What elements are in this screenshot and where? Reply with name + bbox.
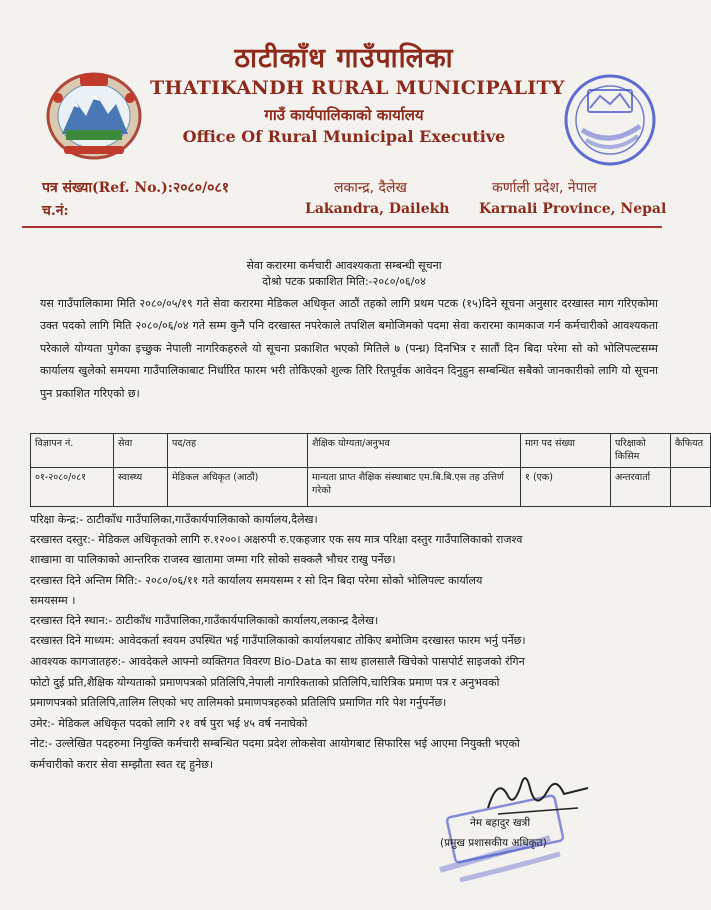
exam-center: परिक्षा केन्द्र:- ठाटीकाँध गाउँपालिका,गाउँकार्यपालिकाको कार्यालय,दैलेख। — [30, 513, 318, 526]
municipality-name-nepali: ठाटीकाँध गाउँपालिका — [234, 43, 454, 74]
notice-subtitle: दोश्रो पटक प्रकाशित मिति:-२०८०/०६/०४ — [262, 275, 426, 288]
table-header-cell: परिक्षाको किसिम — [611, 434, 671, 468]
documents-line-1: आवश्यक कागजातहरु:- आवदेकले आफ्नो व्यक्तिगत विवरण Bio-Data का साथ हालसालै खिचेको पासपोर्ट साइजको रंगिन — [30, 655, 525, 668]
deadline-line-1: दरखास्त दिने अन्तिम मिति:- २०८०/०६/११ गते कार्यालय समयसम्म र सो दिन बिदा परेमा सोको भोलिपल्ट कार्यालय — [30, 574, 483, 587]
note-line-1: नोट:- उल्लेखित पदहरुमा नियुक्ति कर्मचारी सम्बन्धित पदमा प्रदेश लोकसेवा आयोगबाट सिफारिस भई आएमा नियुक्ती भएको — [30, 737, 520, 750]
place-english: Lakandra, Dailekh — [305, 201, 450, 217]
table-cell: मान्यता प्राप्त शैक्षिक संस्थाबाट एम.बि.बि.एस तह उत्तिर्ण गरेको — [308, 468, 521, 507]
age-requirement: उमेर:- मेडिकल अधिकृत पदको लागि २१ वर्ष पुरा भई ४५ वर्ष ननाघेको — [30, 717, 308, 730]
table-header-cell: पद/तह — [168, 434, 308, 468]
table-cell: ०१-२०८०/०८१ — [31, 468, 114, 507]
notice-title: सेवा करारमा कर्मचारी आवश्यकता सम्बन्धी सूचना — [246, 259, 442, 272]
office-name-nepali: गाउँ कार्यपालिकाको कार्यालय — [264, 106, 424, 124]
application-medium: दरखास्त दिने माध्यम: आवेदकर्ता स्वयम उपस्थित भई गाउँपालिकाको कार्यालयबाट तोकिए बमोजिम दरखास्त फारम भर्नु पर्नेछ। — [30, 634, 526, 647]
table-header-cell: शैक्षिक योग्यता/अनुभव — [308, 434, 521, 468]
table-header-row — [31, 434, 711, 468]
notice-paragraph: यस गाउँपालिकामा मिति २०८०/०५/१९ गते सेवा करारमा मेडिकल अधिकृत आठौं तहको लागि प्रथम पटक (१५)दिने सूचना अनुसार दरखास्त माग गरिएकोमा उक्त पदको लागि मिति २०८०/०६/०४ गते सम्म कुनै पनि दरखास्त नपरेकाले तपशिल बमोजिमको पदमा सेवा करारमा कामकाज गर्न कर्मचारीको आवश्यकता परेकाले योग्यता पुगेका इच्छुक नेपाली नागरिकहरुले यो सूचना प्रकाशित भएको मितिले ७ (पन्ध्र) दिनभित्र र सातौं दिन बिदा परेमा सो को भोलिपल्टसम्म कार्यालय खुलेको समयमा गाउँपालिकाबाट निर्धारित फारम भरी तोकिएको शुल्क तिरि रितपूर्वक आवेदन दिनुहुन सम्बन्धित सबैको जानकारीको लागि यो सूचना पुन प्रकाशित गरिएको छ। — [40, 297, 658, 400]
documents-line-2: फोटो दुई प्रति,शैक्षिक योग्यताको प्रमाणपत्रको प्रतिलिपि,नेपाली नागरिकताको प्रतिलिपि,चारित्रिक प्रमाण पत्र र अनुभवको — [30, 676, 500, 689]
signatory-role: (प्रमुख प्रशासकीय अधिकृत) — [440, 837, 547, 849]
place-nepali: लकान्द्र, दैलेख — [334, 180, 407, 196]
table-cell: मेडिकल अधिकृत (आठौं) — [168, 468, 308, 507]
deadline-line-2: समयसम्म । — [30, 594, 76, 607]
table-cell: अन्तरवार्ता — [611, 468, 671, 507]
note-line-2: कर्मचारीको करार सेवा सम्झौता स्वत रद्द हुनेछ। — [30, 758, 214, 771]
table-row — [31, 468, 711, 507]
municipality-name-english: THATIKANDH RURAL MUNICIPALITY — [150, 77, 565, 99]
province-nepali: कर्णाली प्रदेश, नेपाल — [492, 180, 597, 196]
vacancy-table — [30, 433, 711, 507]
signatory-name: नेम बहादुर खत्री — [470, 817, 531, 829]
table-cell — [671, 468, 711, 507]
reference-number: पत्र संख्या(Ref. No.):२०८०/०८१ — [42, 180, 230, 196]
office-name-english: Office Of Rural Municipal Executive — [182, 127, 506, 146]
table-header-cell: सेवा — [114, 434, 168, 468]
table-cell: १ (एक) — [521, 468, 611, 507]
province-english: Karnali Province, Nepal — [479, 201, 667, 217]
table-cell: स्वास्थ्य — [114, 468, 168, 507]
table-header-cell: माग पद संख्या — [521, 434, 611, 468]
table-header-cell: विज्ञापन नं. — [31, 434, 114, 468]
fee-line-1: दरखास्त दस्तुर:- मेडिकल अधिकृतको लागि रु.१२००। अक्षरुपी रु.एकहजार एक सय मात्र परिक्षा दस्तुर गाउँपालिकाको राजश्व — [30, 533, 523, 546]
documents-line-3: प्रमाणपत्रको प्रतिलिपि,तालिम लिएको भए तालिमको प्रमाणपत्रहरुको प्रतिलिपि प्रमाणित गरि पेश गर्नुपर्नेछ। — [30, 696, 447, 709]
application-place: दरखास्त दिने स्थान:- ठाटीकाँध गाउँपालिका,गाउँकार्यपालिकाको कार्यालय,लकान्द्र दैलेख। — [30, 614, 379, 627]
table-header-cell: कैफियत — [671, 434, 711, 468]
fee-line-2: शाखामा वा पालिकाको आन्तरिक राजस्व खातामा जम्मा गरि सोको सक्कलै भौचर राखु पर्नेछ। — [30, 553, 396, 566]
header-divider — [22, 226, 662, 228]
chalani-number: च.नं: — [42, 203, 69, 219]
